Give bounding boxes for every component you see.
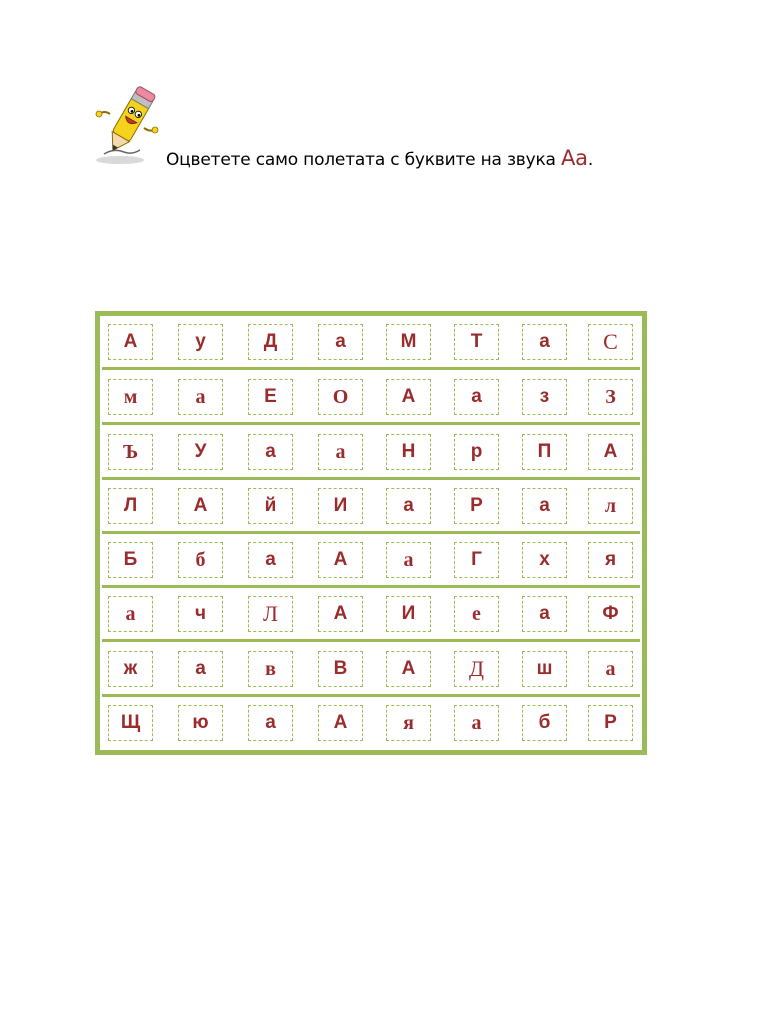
letter-cell[interactable]: А — [318, 542, 363, 578]
letter-cell[interactable]: а — [454, 705, 499, 741]
letter-cell[interactable]: У — [178, 434, 223, 470]
grid-row — [102, 697, 640, 748]
letter-cell[interactable]: я — [588, 542, 633, 578]
letter-cell[interactable]: В — [318, 651, 363, 687]
letter-cell[interactable]: а — [178, 651, 223, 687]
letter-cell[interactable]: а — [248, 542, 293, 578]
letter-cell[interactable]: л — [588, 488, 633, 524]
pencil-mascot-icon — [92, 84, 162, 166]
grid-row — [102, 643, 640, 697]
letter-cell[interactable]: б — [522, 705, 567, 741]
letter-cell[interactable]: х — [522, 542, 567, 578]
instruction-text — [166, 146, 593, 170]
letter-cell[interactable]: е — [454, 596, 499, 632]
instruction-sound: Аа — [560, 146, 588, 170]
grid-row — [102, 534, 640, 588]
letter-cell[interactable]: Р — [588, 705, 633, 741]
letter-cell[interactable]: П — [522, 434, 567, 470]
letter-cell[interactable]: С — [588, 324, 633, 360]
grid-row — [102, 371, 640, 425]
letter-cell[interactable]: а — [386, 542, 431, 578]
letter-cell[interactable]: а — [178, 379, 223, 415]
letter-cell[interactable]: Ъ — [108, 434, 153, 470]
letter-cell[interactable]: а — [386, 488, 431, 524]
letter-cell[interactable]: а — [248, 434, 293, 470]
instruction-period: . — [587, 150, 594, 170]
letter-cell[interactable]: а — [108, 596, 153, 632]
letter-cell[interactable]: А — [386, 651, 431, 687]
letter-cell[interactable]: а — [318, 434, 363, 470]
letter-cell[interactable]: Е — [248, 379, 293, 415]
letter-cell[interactable]: З — [588, 379, 633, 415]
letter-cell[interactable]: А — [588, 434, 633, 470]
letter-cell[interactable]: М — [386, 324, 431, 360]
grid-row — [102, 316, 640, 370]
instruction-main: Оцветете само полетата с буквите на звука — [166, 150, 561, 170]
letter-cell[interactable]: б — [178, 542, 223, 578]
letter-cell[interactable]: ч — [178, 596, 223, 632]
letter-cell[interactable]: а — [522, 488, 567, 524]
letter-cell[interactable]: м — [108, 379, 153, 415]
letter-cell[interactable]: Л — [248, 596, 293, 632]
letter-cell[interactable]: А — [318, 705, 363, 741]
letter-cell[interactable]: И — [318, 488, 363, 524]
letter-cell[interactable]: в — [248, 651, 293, 687]
letter-cell[interactable]: Г — [454, 542, 499, 578]
letter-cell[interactable]: А — [318, 596, 363, 632]
letter-cell[interactable]: А — [178, 488, 223, 524]
letter-cell[interactable]: я — [386, 705, 431, 741]
letter-cell[interactable]: Ф — [588, 596, 633, 632]
letter-cell[interactable]: а — [588, 651, 633, 687]
grid-row — [102, 588, 640, 642]
letter-cell[interactable]: Л — [108, 488, 153, 524]
letter-cell[interactable]: ш — [522, 651, 567, 687]
letter-cell[interactable]: а — [522, 324, 567, 360]
letter-cell[interactable]: з — [522, 379, 567, 415]
letter-cell[interactable]: А — [108, 324, 153, 360]
letter-cell[interactable]: Н — [386, 434, 431, 470]
letter-cell[interactable]: р — [454, 434, 499, 470]
letter-cell[interactable]: а — [248, 705, 293, 741]
letter-cell[interactable]: Д — [248, 324, 293, 360]
letter-cell[interactable]: а — [454, 379, 499, 415]
letter-cell[interactable]: ж — [108, 651, 153, 687]
letter-cell[interactable]: А — [386, 379, 431, 415]
grid-row — [102, 480, 640, 534]
letter-cell[interactable]: Д — [454, 651, 499, 687]
letter-cell[interactable]: ю — [178, 705, 223, 741]
letter-cell[interactable]: О — [318, 379, 363, 415]
grid-row — [102, 426, 640, 480]
letter-cell[interactable]: Р — [454, 488, 499, 524]
letter-cell[interactable]: у — [178, 324, 223, 360]
letter-cell[interactable]: а — [318, 324, 363, 360]
letter-cell[interactable]: Щ — [108, 705, 153, 741]
letter-grid — [95, 311, 647, 755]
letter-cell[interactable]: И — [386, 596, 431, 632]
letter-cell[interactable]: й — [248, 488, 293, 524]
letter-cell[interactable]: а — [522, 596, 567, 632]
letter-cell[interactable]: Б — [108, 542, 153, 578]
letter-cell[interactable]: Т — [454, 324, 499, 360]
